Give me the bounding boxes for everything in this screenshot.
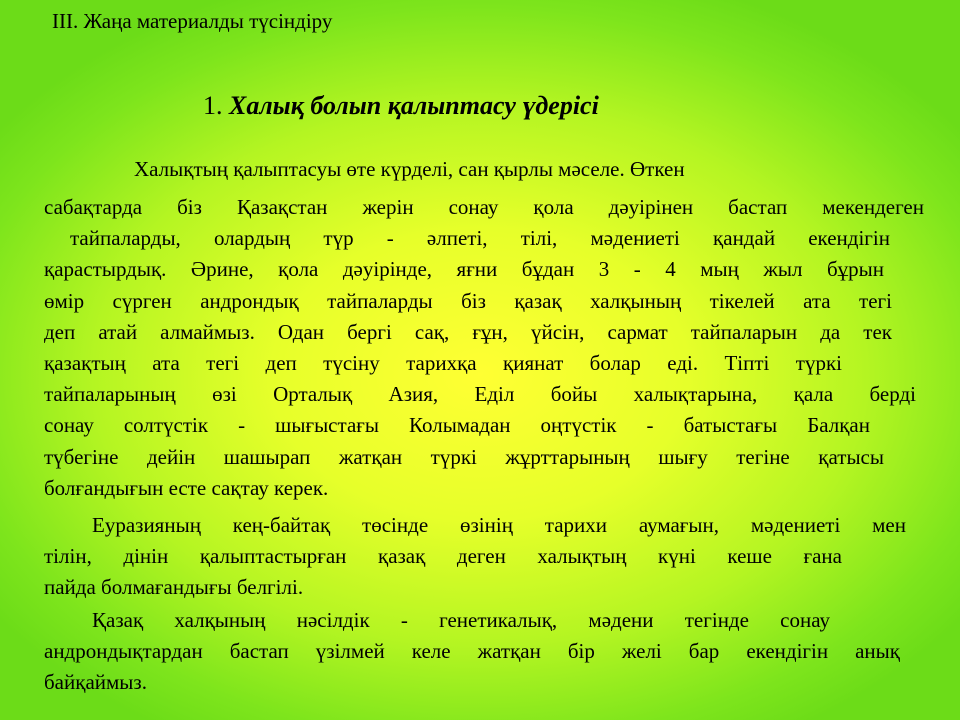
text-line: Қазақ халқының нәсілдік - генетикалық, мәдени тегінде сонау bbox=[92, 608, 830, 632]
text-line: болғандығын есте сақтау керек. bbox=[44, 475, 329, 500]
text-line: қазақтың ата тегі деп түсіну тарихқа қиянат болар еді. Тіпті түркі bbox=[44, 350, 842, 375]
text-line: андрондықтардан бастап үзілмей келе жатқан бір желі бар екендігін анық bbox=[44, 639, 900, 664]
paragraph-2 bbox=[44, 510, 924, 604]
section-title: ІІІ. Жаңа материалды түсіндіру bbox=[52, 9, 333, 33]
heading-text: Халық болып қалыптасу үдерісі bbox=[229, 91, 599, 120]
topic-heading bbox=[203, 90, 599, 122]
paragraph-1 bbox=[44, 192, 924, 504]
text-line: сонау солтүстік - шығыстағы Колымадан оңтүстік - батыстағы Балқан bbox=[44, 413, 870, 438]
paragraph-3 bbox=[44, 605, 924, 699]
text-line: тайпаларды, олардың түр - әлпеті, тілі, мәдениеті қандай екендігін bbox=[70, 226, 890, 251]
paragraph-1-first-line: Халықтың қалыптасуы өте күрделі, сан қырлы мәселе. Өткен bbox=[134, 157, 685, 181]
text-line: деп атай алмаймыз. Одан бергі сақ, ғұн, үйсін, сармат тайпаларын да тек bbox=[44, 319, 892, 344]
text-line: тайпаларының өзі Орталық Азия, Еділ бойы халықтарына, қала берді bbox=[44, 382, 916, 407]
heading-number: 1. bbox=[203, 91, 223, 120]
text-line: қарастырдық. Әрине, қола дәуірінде, яғни бұдан 3 - 4 мың жыл бұрын bbox=[44, 257, 884, 282]
text-line: өмір сүрген андрондық тайпаларды біз қазақ халқының тікелей ата тегі bbox=[44, 288, 892, 313]
text-line: байқаймыз. bbox=[44, 670, 147, 695]
text-line: сабақтарда біз Қазақстан жерін сонау қола дәуірінен бастап мекендеген bbox=[44, 195, 924, 219]
text-line: түбегіне дейін шашырап жатқан түркі жұрттарының шығу тегіне қатысы bbox=[44, 444, 884, 469]
text-line: пайда болмағандығы белгілі. bbox=[44, 575, 304, 600]
text-line: Еуразияның кең-байтақ төсінде өзінің тарихи аумағын, мәдениеті мен bbox=[92, 513, 906, 537]
text-line: тілін, дінін қалыптастырған қазақ деген халықтың күні кеше ғана bbox=[44, 544, 842, 569]
